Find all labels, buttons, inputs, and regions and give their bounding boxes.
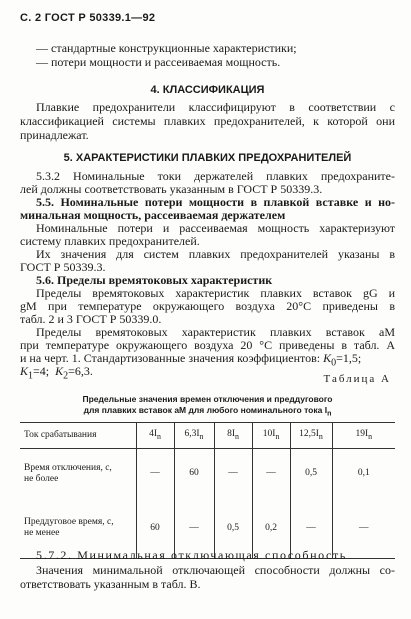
table-caption: для плавких вставок aM для любого номинального тока $I_n$: [83, 405, 332, 418]
table-label: Таблица А: [323, 373, 391, 385]
header-cell: $12,5I_n$: [290, 423, 332, 449]
table-cell: —: [252, 449, 290, 499]
paragraph-line: gM при температуре окружающего воздуха 20°С приведены в: [20, 299, 395, 313]
subsection-title: минальная мощность, рассеиваемая держателем: [20, 208, 286, 222]
table-cell: 0,1: [332, 449, 395, 499]
table-a: [20, 422, 395, 559]
coefficients-line: и на черт. 1. Стандартизованные значения коэффициентов: $K_0=1,5$;: [20, 351, 362, 369]
paragraph-line: систему плавких предохранителей.: [20, 234, 200, 248]
paragraph-line: Плавкие предохранители классифицируют в соответствии с: [36, 100, 395, 114]
page-header: С. 2 ГОСТ Р 50339.1—92: [20, 12, 156, 24]
table-cell: —: [214, 449, 252, 499]
row-label: Преддуговое время, с, не менее: [24, 517, 114, 539]
table-cell: —: [290, 499, 332, 559]
section-4-title: 4. КЛАССИФИКАЦИЯ: [150, 84, 265, 96]
paragraph-line: при температуре окружающего воздуха 20 °С приведены в табл. А: [20, 338, 395, 352]
coefficients-line-2: $K_1=4$; $K_2=6,3$.: [20, 364, 93, 382]
paragraph-line: Их значения для систем плавких предохранителей указаны в: [36, 247, 395, 261]
row-label: Время отключения, с, не более: [24, 462, 112, 484]
header-cell: Ток срабатывания: [24, 430, 97, 440]
paragraph-line: табл. 2 и 3 ГОСТ Р 50339.0.: [20, 312, 162, 326]
table-cell: 60: [174, 449, 214, 499]
paragraph-line: Значения минимальной отключающей способности должны со-: [36, 563, 395, 577]
table-header-row: [20, 423, 395, 449]
paragraph-line: Номинальные потери и рассеиваемая мощность характеризуют: [36, 221, 395, 235]
subsection-title: 5.6. Пределы времятоковых характеристик: [36, 273, 273, 287]
header-cell: $6,3I_n$: [174, 423, 214, 449]
section-5-title: 5. ХАРАКТЕРИСТИКИ ПЛАВКИХ ПРЕДОХРАНИТЕЛЕЙ: [63, 152, 352, 164]
paragraph-line: классификацией системы плавких предохранителей, к которой они: [20, 114, 395, 128]
section-572-title: 5.7.2. Минимальная отключающая способность: [36, 548, 347, 562]
table-cell: 60: [136, 499, 174, 559]
header-cell: $19I_n$: [332, 423, 395, 449]
table-cell: 0,2: [252, 499, 290, 559]
header-cell: $10I_n$: [252, 423, 290, 449]
paragraph-line: ГОСТ Р 50339.3.: [20, 260, 106, 274]
header-cell: $4I_n$: [136, 423, 174, 449]
intro-item: — стандартные конструкционные характеристики;: [36, 41, 297, 55]
paragraph-line: Пределы времятоковых характеристик плавких вставок gG и: [36, 286, 395, 300]
table-cell: 0,5: [290, 449, 332, 499]
table-cell: —: [332, 499, 395, 559]
table-cell: —: [136, 449, 174, 499]
table-caption: Предельные значения времен отключения и преддугового: [82, 394, 333, 404]
table-cell: 0,5: [214, 499, 252, 559]
paragraph-line: принадлежат.: [20, 128, 89, 142]
table-row: [20, 449, 395, 499]
intro-item: — потери мощности и рассеиваемая мощность.: [36, 55, 281, 69]
paragraph-line: Пределы времятоковых характеристик плавких вставок aM: [36, 325, 395, 339]
paragraph-line: лей должны соответствовать указанным в ГОСТ Р 50339.3.: [20, 182, 323, 196]
header-cell: $8I_n$: [214, 423, 252, 449]
paragraph-line: ответствовать указанным в табл. В.: [20, 577, 201, 591]
subsection-title: 5.5. Номинальные потери мощности в плавкой вставке и но-: [36, 195, 395, 209]
paragraph-line: 5.3.2 Номинальные токи держателей плавких предохраните-: [36, 169, 395, 183]
table-cell: —: [174, 499, 214, 559]
